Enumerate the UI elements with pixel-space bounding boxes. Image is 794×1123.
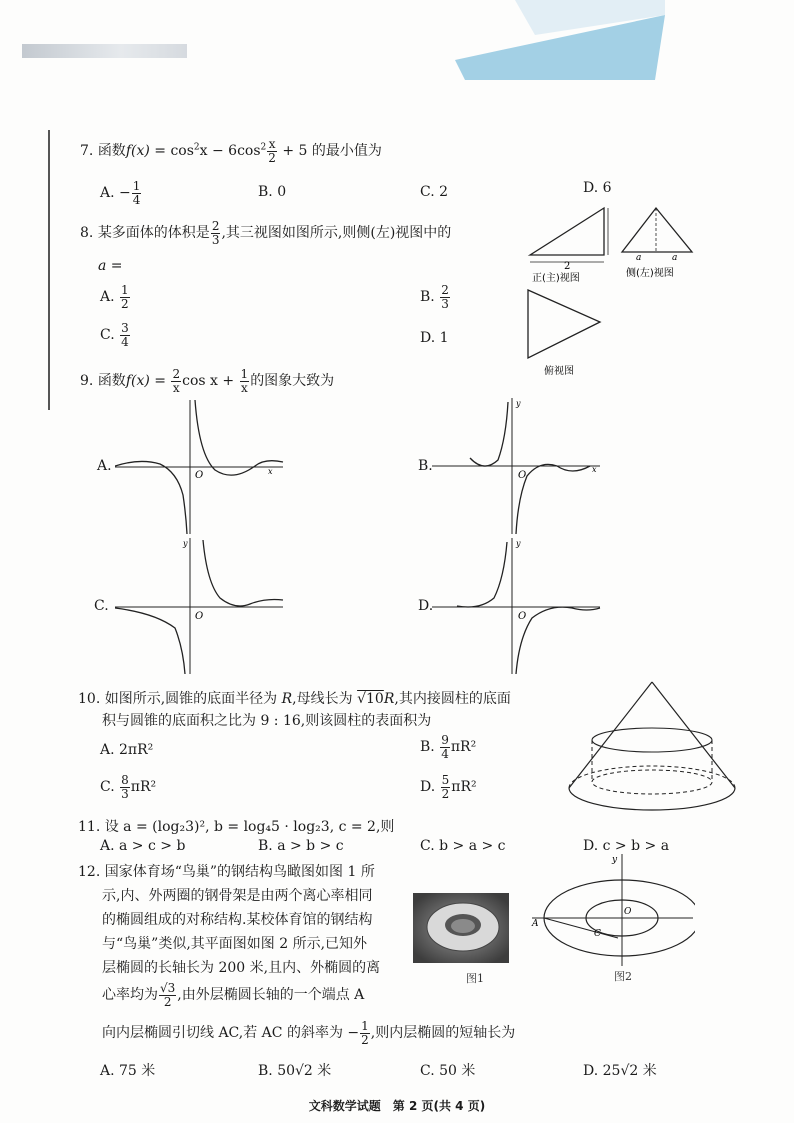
svg-text:O: O	[195, 611, 204, 622]
question-10-line2: 积与圆锥的底面积之比为 9 : 16,则该圆柱的表面积为	[102, 713, 432, 729]
svg-text:x: x	[268, 467, 273, 476]
side-view-dim-a2: a	[672, 253, 678, 263]
question-12-line6: 心率均为 $\frac{√3}{2}$ ,由外层椭圆长轴的一个端点 A	[102, 981, 365, 1009]
question-12-line2: 示,内、外两圈的钢骨架是由两个离心率相同	[102, 888, 373, 904]
q7-option-d: D. 6	[583, 180, 612, 196]
q10-cone-figure	[565, 678, 740, 818]
question-10-line1: 10. 如图所示,圆锥的底面半径为 R,母线长为 √10R,其内接圆柱的底面	[78, 691, 511, 707]
question-12-line5: 层椭圆的长轴长为 200 米,且内、外椭圆的离	[102, 960, 381, 976]
svg-text:y: y	[516, 539, 521, 548]
q8-three-view-figure	[522, 200, 702, 385]
svg-text:x: x	[592, 465, 597, 474]
q10-option-d: D. $\frac{5}{2}$ πR²	[420, 773, 477, 801]
q8-option-d: D. 1	[420, 330, 449, 346]
q10-option-c: C. $\frac{8}{3}$ πR²	[100, 773, 157, 801]
q8-option-a: A. $\frac{1}{2}$	[100, 283, 129, 311]
svg-text:C: C	[594, 929, 601, 939]
svg-text:y: y	[183, 539, 188, 548]
q9-option-d-label: D.	[418, 598, 434, 614]
question-7-stem: 7. 函数$f(x) = \cos^2x - 6\cos^2$ $\frac{x}{2}$ + 5 的最小值为	[80, 137, 382, 165]
q12-figure-2-label: 图2	[614, 970, 632, 983]
question-8-stem-line2: a =	[98, 258, 123, 274]
svg-text:O: O	[624, 907, 632, 917]
q12-figure-1-label: 图1	[466, 972, 484, 985]
svg-text:O: O	[195, 470, 204, 481]
question-12-line1: 12. 国家体育场“鸟巢”的钢结构鸟瞰图如图 1 所	[78, 864, 375, 880]
page-footer: 文科数学试题 第 2 页(共 4 页)	[308, 1099, 486, 1113]
q7-option-a: A. − $\frac{1}{4}$	[100, 179, 141, 207]
svg-text:O: O	[518, 611, 527, 622]
question-12-line3: 的椭圆组成的对称结构.某校体育馆的钢结构	[102, 912, 373, 928]
q9-graph-a	[115, 400, 285, 535]
top-left-binding-strip	[22, 44, 187, 58]
side-view-label: 侧(左)视图	[626, 268, 674, 279]
top-right-decoration	[455, 0, 665, 85]
front-view-label: 正(主)视图	[532, 273, 580, 284]
svg-text:y: y	[612, 855, 618, 865]
q12-figure-1-photo	[413, 893, 509, 963]
top-view-label: 俯视图	[544, 366, 574, 377]
question-11-stem: 11. 设 a = (log₂3)², b = log₄5 · log₂3, c = 2,则	[78, 819, 395, 835]
q12-option-c: C. 50 米	[420, 1063, 476, 1079]
q10-option-b: B. $\frac{9}{4}$ πR²	[420, 733, 477, 761]
question-12-line4: 与“鸟巢”类似,其平面图如图 2 所示,已知外	[102, 936, 368, 952]
q9-option-c-label: C.	[94, 598, 109, 614]
q9-option-b-label: B.	[418, 458, 433, 474]
svg-text:O: O	[518, 470, 527, 481]
front-view-triangle	[530, 208, 604, 255]
question-9-stem: 9. 函数f(x) = $\frac{2}{x}$ cos x + $\frac{1}{x}$ 的图象大致为	[80, 367, 335, 395]
q11-option-d: D. c > b > a	[583, 838, 670, 854]
q8-option-c: C. $\frac{3}{4}$	[100, 321, 129, 349]
top-view-triangle	[528, 290, 600, 358]
q9-graph-c	[115, 538, 285, 675]
q9-graph-d	[432, 538, 602, 675]
q7-option-b: B. 0	[258, 184, 287, 200]
q12-option-b: B. 50√2 米	[258, 1063, 332, 1079]
q9-graph-b	[432, 398, 602, 535]
svg-text:y: y	[516, 399, 521, 408]
q8-option-b: B. $\frac{2}{3}$	[420, 283, 449, 311]
q11-option-a: A. a > c > b	[100, 838, 186, 854]
q12-figure-2	[530, 852, 695, 967]
q9-option-a-label: A.	[97, 458, 112, 474]
q11-option-c: C. b > a > c	[420, 838, 506, 854]
q10-option-a: A. 2πR²	[100, 742, 154, 758]
svg-text:A: A	[532, 919, 539, 929]
q11-option-b: B. a > b > c	[258, 838, 344, 854]
q7-option-c: C. 2	[420, 184, 449, 200]
front-view-dim: 2	[564, 261, 571, 272]
question-12-line7: 向内层椭圆引切线 AC,若 AC 的斜率为 − $\frac{1}{2}$ ,则内层椭圆的短轴长为	[102, 1019, 516, 1047]
question-8-stem: 8. 某多面体的体积是 $\frac{2}{3}$ ,其三视图如图所示,则侧(左)视图中的	[80, 219, 452, 247]
q12-option-a: A. 75 米	[100, 1063, 156, 1079]
margin-rule	[48, 130, 50, 410]
q12-option-d: D. 25√2 米	[583, 1063, 657, 1079]
side-view-triangle	[622, 208, 692, 252]
side-view-dim-a1: a	[636, 253, 642, 263]
